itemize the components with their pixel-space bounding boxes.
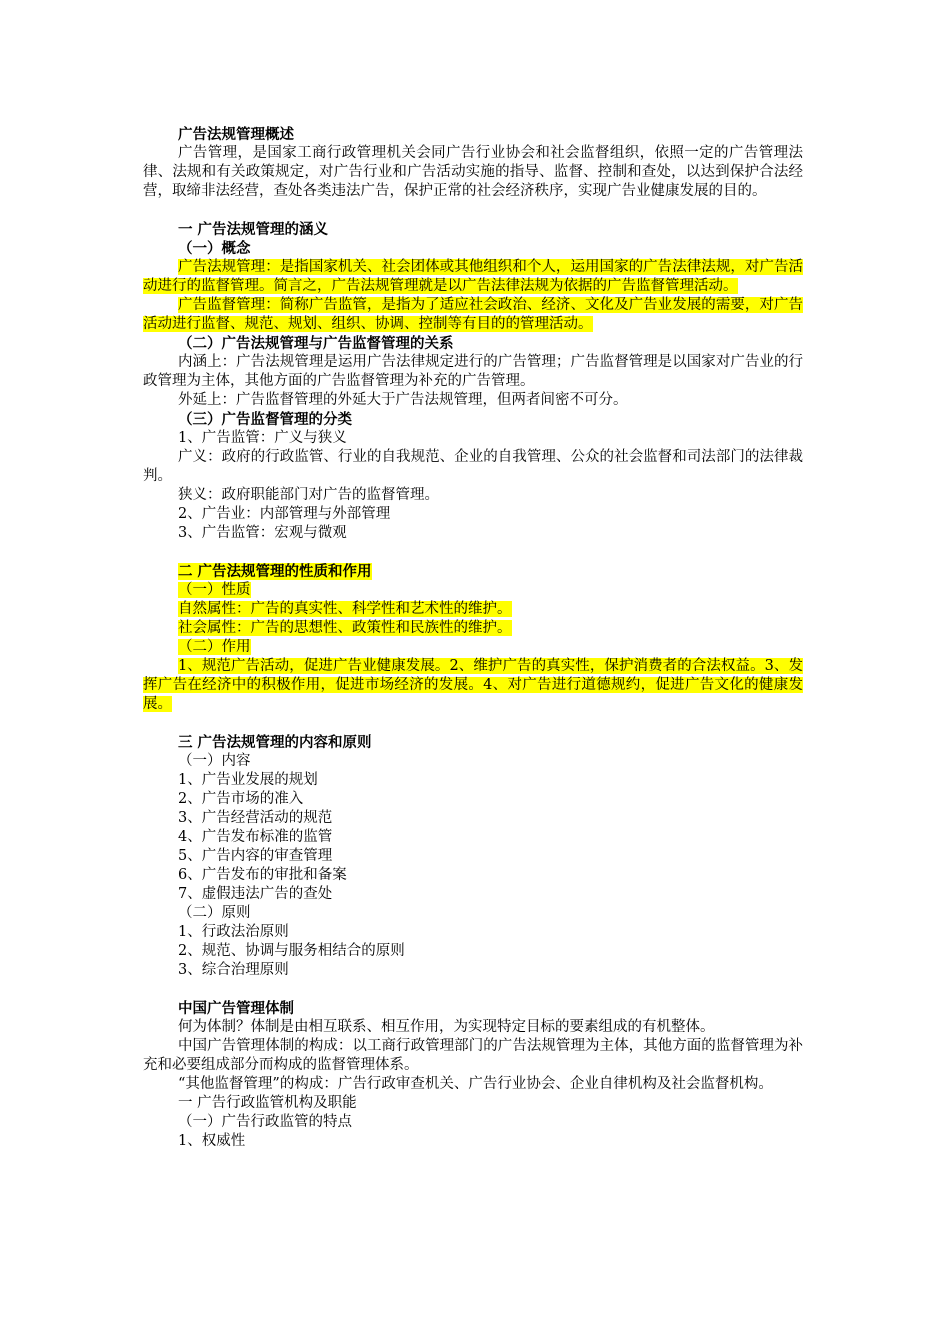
- definition-supervision: [143, 296, 803, 334]
- content-item: 7、虚假违法广告的查处: [178, 886, 333, 902]
- system-paragraph-2: 中国广告管理体制的构成：以工商行政管理部门的广告法规管理为主体，其他方面的监督管理为补充和必要组成部分而构成的监督管理体系。: [143, 1038, 803, 1073]
- subsection-principles: （二）原则: [178, 905, 251, 921]
- spacer: [143, 543, 803, 562]
- section-title-system: 中国广告管理体制: [178, 1000, 294, 1017]
- principle-item: 1、行政法治原则: [178, 924, 289, 940]
- content-item: 4、广告发布标准的监管: [178, 829, 333, 845]
- document-body: [143, 125, 803, 1151]
- role-paragraph: [143, 657, 803, 714]
- nature-natural: [143, 600, 803, 619]
- principle-item: 2、规范、协调与服务相结合的原则: [178, 943, 405, 959]
- section-title-2: [143, 562, 803, 581]
- system-paragraph-1: 何为体制？体制是由相互联系、相互作用，为实现特定目标的要素组成的有机整体。: [178, 1019, 715, 1035]
- spacer: [143, 714, 803, 733]
- definition-legal-management: [143, 258, 803, 296]
- content-item: 3、广告经营活动的规范: [178, 810, 333, 826]
- highlight-mark: 广告法规管理：是指国家机关、社会团体或其他组织和个人，运用国家的广告法律法规，对广告活动进行的监督管理。简言之，广告法规管理就是以广告法律法规为依据的广告监督管理活动。: [143, 259, 803, 294]
- spacer: [143, 980, 803, 999]
- principle-item: 3、综合治理原则: [178, 962, 289, 978]
- content-item: 6、广告发布的审批和备案: [178, 867, 347, 883]
- content-item: 5、广告内容的审查管理: [178, 848, 333, 864]
- system-heading-3: 1、权威性: [178, 1133, 246, 1149]
- section-title-3: 三 广告法规管理的内容和原则: [178, 734, 372, 751]
- section-title-overview: 广告法规管理概述: [178, 126, 294, 143]
- highlight-mark: 自然属性：广告的真实性、科学性和艺术性的维护。: [178, 601, 512, 617]
- classification-item-2: 2、广告业：内部管理与外部管理: [178, 506, 391, 522]
- content-item: 1、广告业发展的规划: [178, 772, 318, 788]
- highlight-mark: 二 广告法规管理的性质和作用: [178, 563, 372, 580]
- classification-item-3: 3、广告监管：宏观与微观: [178, 525, 347, 541]
- subsection-concept: （一）概念: [178, 240, 251, 257]
- subsection-nature: [143, 581, 803, 600]
- subsection-role: [143, 638, 803, 657]
- section-title-1: 一 广告法规管理的涵义: [178, 221, 329, 238]
- highlight-mark: （一）性质: [178, 582, 251, 598]
- nature-social: [143, 619, 803, 638]
- spacer: [143, 201, 803, 220]
- overview-paragraph: 广告管理，是国家工商行政管理机关会同广告行业协会和社会监督组织，依照一定的广告管理法律、法规和有关政策规定，对广告行业和广告活动实施的指导、监督、控制和查处，以达到保护合法经营，取缔非法经营，查处各类违法广告，保护正常的社会经济秩序，实现广告业健康发展的目的。: [143, 145, 803, 199]
- relationship-connotation: 内涵上：广告法规管理是运用广告法律规定进行的广告管理；广告监督管理是以国家对广告业的行政管理为主体，其他方面的广告监督管理为补充的广告管理。: [143, 354, 803, 389]
- highlight-mark: 广告监督管理：简称广告监管，是指为了适应社会政治、经济、文化及广告业发展的需要，对广告活动进行监督、规范、规划、组织、协调、控制等有目的的管理活动。: [143, 297, 803, 332]
- system-heading-2: （一）广告行政监管的特点: [178, 1114, 352, 1130]
- classification-narrow: 狭义：政府职能部门对广告的监督管理。: [178, 487, 439, 503]
- highlight-mark: 社会属性：广告的思想性、政策性和民族性的维护。: [178, 620, 512, 636]
- classification-broad: 广义：政府的行政监管、行业的自我规范、企业的自我管理、公众的社会监督和司法部门的法律裁判。: [143, 449, 803, 484]
- classification-item-1: 1、广告监管：广义与狭义: [178, 430, 347, 446]
- relationship-extension: 外延上：广告监督管理的外延大于广告法规管理，但两者间密不可分。: [178, 392, 628, 408]
- subsection-classification: （三）广告监督管理的分类: [178, 411, 352, 428]
- system-heading-1: 一 广告行政监管机构及职能: [178, 1095, 357, 1111]
- highlight-mark: （二）作用: [178, 639, 251, 655]
- highlight-mark: 1、规范广告活动，促进广告业健康发展。2、维护广告的真实性，保护消费者的合法权益。3、发挥广告在经济中的积极作用，促进市场经济的发展。4、对广告进行道德规约，促进广告文化的健康发展。: [143, 658, 803, 712]
- subsection-content: （一）内容: [178, 753, 251, 769]
- system-paragraph-3: “其他监督管理”的构成：广告行政审查机关、广告行业协会、企业自律机构及社会监督机构。: [178, 1076, 773, 1092]
- content-item: 2、广告市场的准入: [178, 791, 304, 807]
- subsection-relationship: （二）广告法规管理与广告监督管理的关系: [178, 335, 454, 352]
